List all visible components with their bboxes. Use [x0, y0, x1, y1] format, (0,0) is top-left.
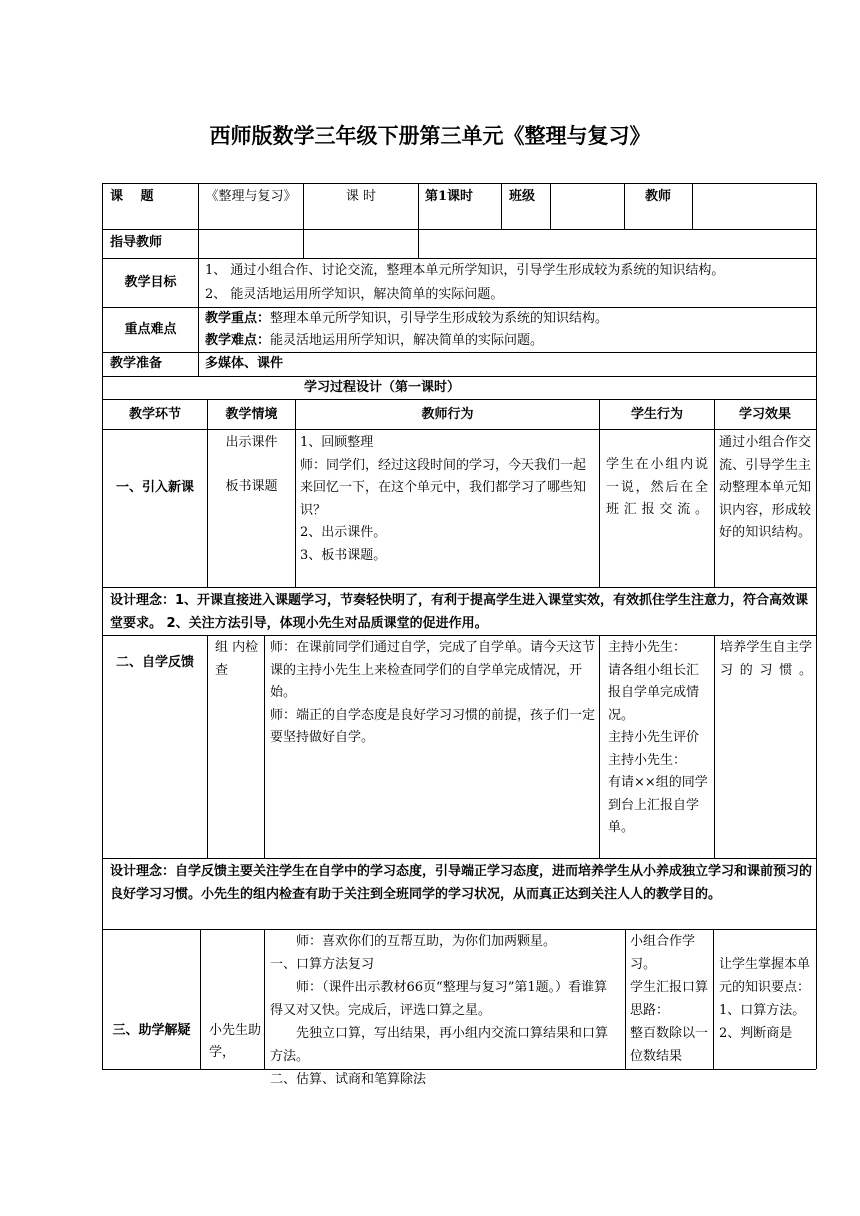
- lesson-label: 课 题: [110, 189, 154, 204]
- period-label: 课 时: [345, 189, 377, 204]
- column-header: 教学环节: [128, 406, 181, 422]
- lesson-value: 《整理与复习》: [205, 189, 297, 204]
- objective-item: 2、 能灵活地运用所学知识，解决简单的实际问题。: [205, 287, 504, 302]
- column-header: 学生行为: [630, 406, 683, 422]
- learning-effect: 通过小组合作交流、引导学生主动整理本单元知识内容，形成较好的知识结构。: [719, 435, 811, 540]
- teacher-label: 教师: [644, 189, 671, 204]
- situation-text: 出示课件: [225, 435, 278, 450]
- objectives-list: [205, 259, 813, 307]
- design-note: 设计理念：自学反馈主要关注学生在自学中的学习态度，引导端正学习态度，进而培养学生从小养成独立学习和课前预习的良好学习习惯。小先生的组内检查有助于关注到全班同学的学习状况，从而真正达到关注人人的教学目的。: [110, 864, 813, 902]
- situation-text: 组 内检查: [215, 640, 259, 678]
- preparation-value: 多媒体、课件: [205, 356, 284, 371]
- teacher-action: 师：在课前同学们通过自学，完成了自学单。请今天这节课的主持小先生上来检查同学们的自学单完成情况，开始。 师：端正的自学态度是良好学习习惯的前提，孩子们一定要坚持做好自学。: [270, 640, 596, 745]
- difficult-point-label: 教学难点：: [205, 333, 271, 348]
- teacher-action: 1、回顾整理 师：同学们，经过这段时间的学习，今天我们一起来回忆一下，在这个单元中，我们都学习了哪些知识？ 2、出示课件。 3、板书课题。: [300, 435, 587, 563]
- column-header: 教师行为: [421, 406, 474, 422]
- learning-effect: 培养学生自主学习的习惯。: [720, 640, 812, 678]
- stage-label: 三、助学解疑: [112, 1023, 191, 1038]
- column-header: 学习效果: [738, 406, 791, 422]
- objectives-label: 教学目标: [124, 275, 177, 290]
- column-header: 教学情境: [225, 406, 278, 422]
- stage-label: 二、自学反馈: [115, 655, 194, 670]
- class-label: 班级: [509, 189, 536, 204]
- key-points-label: 重点难点: [124, 322, 177, 337]
- objective-item: 1、 通过小组合作、讨论交流，整理本单元所学知识，引导学生形成较为系统的知识结构。: [205, 263, 725, 278]
- student-action: 小组合作学习。 学生汇报口算思路： 整百数除以一位数结果: [630, 934, 709, 1064]
- document-title: 西师版数学三年级下册第三单元《整理与复习》: [209, 124, 651, 148]
- key-point-label: 教学重点：: [205, 311, 271, 326]
- student-action: 主持小先生： 请各组小组长汇报自学单完成情况。 主持小先生评价 主持小先生： 有请××组的同学到台上汇报自学单。: [608, 640, 708, 835]
- situation-text: 板书课题: [225, 479, 278, 494]
- key-points: [205, 308, 813, 352]
- learning-effect: 让学生掌握本单元的知识要点： 1、口算方法。 2、判断商是: [719, 957, 811, 1041]
- design-note: 设计理念：1、开课直接进入课题学习，节奏轻快明了，有利于提高学生进入课堂实效，有效抓住学生注意力，符合高效课堂要求。 2、关注方法引导，体现小先生对品质课堂的促进作用。: [110, 593, 809, 631]
- situation-text: 小先生助学，: [209, 1023, 262, 1060]
- student-action: 学生在小组内说一说，然后在全班汇报交流。: [606, 457, 708, 517]
- teacher-action: 师：喜欢你们的互帮互助，为你们加两颗星。 一、口算方法复习 师：（课件出示教材66页“整理与复习”第1题。）看谁算得又对又快。完成后，评选口算之星。 先独立口算，写出结果，再小组内交流口算结果和口算方法。 二、估算、试商和笔算除法: [270, 934, 609, 1087]
- guide-teacher-label: 指导教师: [110, 235, 163, 250]
- process-title: 学习过程设计（第一课时）: [303, 380, 460, 395]
- period-value: 第1课时: [425, 189, 474, 204]
- preparation-label: 教学准备: [110, 356, 163, 371]
- key-point-text: 整理本单元所学知识，引导学生形成较为系统的知识结构。: [270, 311, 609, 326]
- stage-label: 一、引入新课: [115, 479, 194, 495]
- difficult-point-text: 能灵活地运用所学知识，解决简单的实际问题。: [270, 333, 544, 348]
